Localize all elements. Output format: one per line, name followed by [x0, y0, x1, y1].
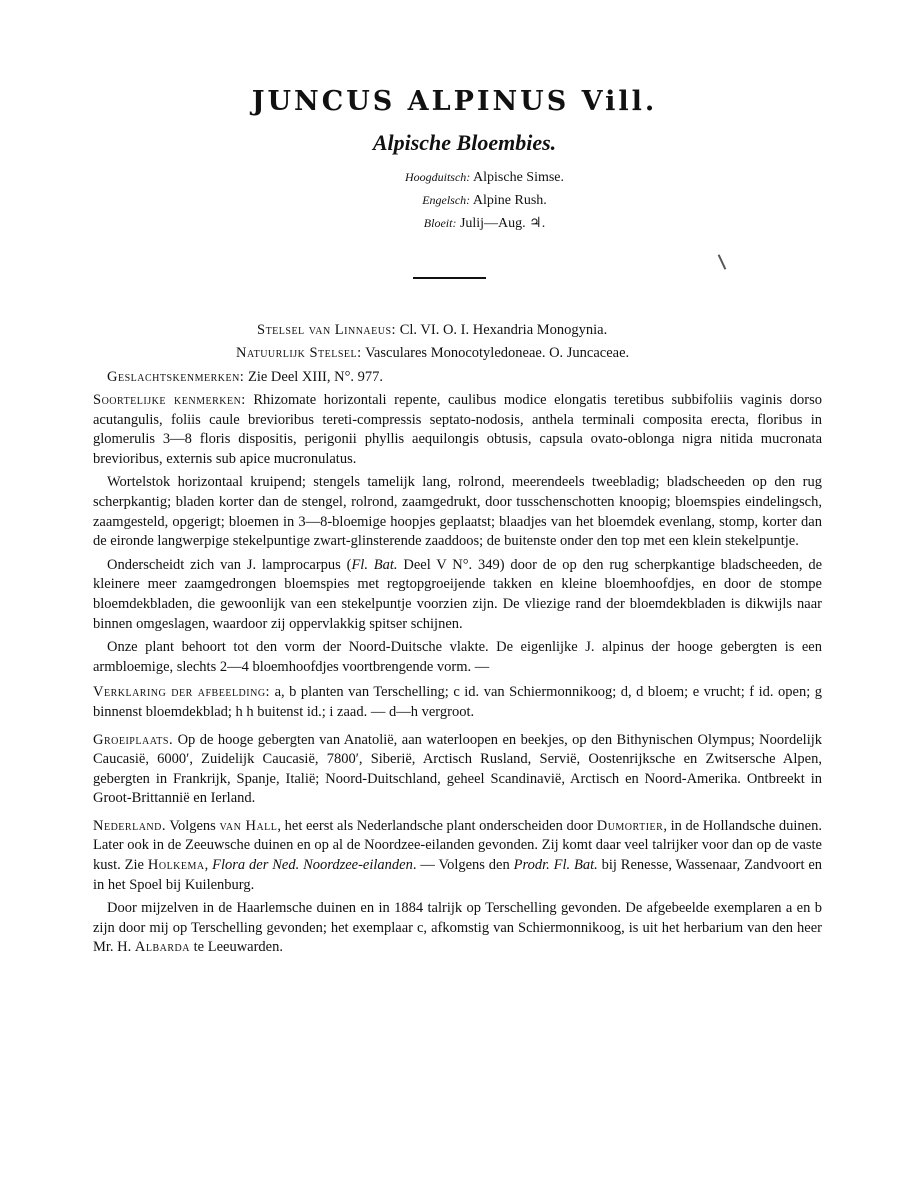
author-name: Albarda [134, 939, 190, 956]
natural-label: Natuurlijk Stelsel: [236, 345, 362, 361]
finding-paragraph [93, 899, 822, 958]
finding-text: te Leeuwarden. [193, 939, 283, 956]
linnaeus-value: Cl. VI. O. I. Hexandria Monogynia. [399, 322, 608, 338]
species-latin [93, 391, 822, 469]
page-title: JUNCUS ALPINUS Vill. [251, 86, 658, 117]
netherlands-text: bij Renesse, Wassenaar, Zandvoort en in het Spoel bij Kuilenburg. [93, 857, 823, 893]
figure-label: Verklaring der afbeelding: [93, 684, 271, 701]
difference-paragraph [93, 556, 822, 634]
habitat-text: Op de hooge gebergten van Anatolië, aan waterloopen en beekjes, op den Bithynischen Olympus; Noordelijk Caucasië, 6000′, Zuidelijk Caucasië, 7800′, Siberië, Arctisch Rusland, Servië, Oostenrijksche en Zwitsersche Alpen, gebergten in Frankrijk, Spanje, Italië; Noord-Duitschland, geheel Scandinavië, Arctisch en Noord-Amerika. Ontbreekt in Groot-Brittannië en Ierland. [93, 731, 822, 807]
habitat-paragraph [93, 731, 822, 809]
name-label: Engelsch: [422, 193, 471, 207]
author-name: Holkema [147, 857, 205, 874]
difference-text: Onderscheidt zich van J. lamprocarpus ( [107, 556, 352, 573]
species-latin-text: Rhizomate horizontali repente, caulibus modice elongatis teretibus subbifoliis vaginis dorso acutangulis, foliis caule brevioribus tereti-compressis septato-nodosis, anthela terminali composita erecta, floribus in glomerulis 3—8 floris dispositis, perigonii phyllis aequilongis obtusis, capsula ovato-oblonga nigra nitida mucronata brevioribus, externis sub apice mucronulatus. [93, 392, 822, 467]
form-paragraph: Onze plant behoort tot den vorm der Noord-Duitsche vlakte. De eigenlijke J. alpinus der hooge gebergten is een armbloemige, slechts 2—4 bloemhoofdjes voortbrengende vorm. — [93, 639, 822, 675]
vernacular-names [0, 166, 909, 235]
linnaeus-label: Stelsel van Linnaeus: [257, 322, 397, 338]
genus-label: Geslachtskenmerken: [107, 369, 245, 385]
species-dutch: Wortelstok horizontaal kruipend; stengels tamelijk lang, rolrond, meerendeels tweebladig; bladscheeden op den rug scherpkantig; bladen korter dan de stengel, rolrond, zaamgedrukt, door tusschenschotten knoopig; bloemspies eindelingsch, zaamgesteld, opgerigt; bloemen in 3—8-bloemige hoopjes geplaatst; blaadjes van het bloemdek evenlang, stomp, korter dan de eironde langwerpige stekelpuntige zwart-glinsterende zaaddoos; de buitenste onder den top met een klein stekelpuntje. [93, 474, 822, 550]
habitat-label: Groeiplaats. [93, 731, 174, 748]
author-name: van Hall [219, 817, 278, 834]
natural-value: Vasculares Monocotyledoneae. O. Juncaceae. [365, 345, 630, 361]
species-label: Soortelijke kenmerken: [93, 392, 246, 408]
netherlands-label: Nederland. [93, 817, 166, 834]
reference: Flora der Ned. Noordzee-eilanden [212, 857, 413, 874]
flowering-period [60, 212, 909, 235]
difference-text: Deel V N°. 349) door de op den rug scherpkantige bladscheeden, de kleinere meer zaamgedrongen bloemspies met regtopgroeijende takken en kleine bloemhoofdjes, en door de stompe bloemdekbladen, die gewoonlijk van een stekelpuntje voorzien zijn. De vliezige rand der bloemdekbladen is dikwijls naar binnen omgeslagen, waardoor zij oppervlakkig spitser schijnen. [93, 556, 822, 632]
section-divider [413, 277, 486, 279]
genus-value: Zie Deel XIII, N°. 977. [247, 369, 384, 385]
natural-system [0, 345, 909, 362]
name-value: Alpine Rush. [472, 193, 547, 208]
linnaeus-system [0, 322, 909, 339]
name-german [60, 166, 909, 189]
page-subtitle: Alpische Bloembies. [372, 130, 557, 155]
name-value: Alpische Simse. [473, 170, 565, 185]
reference: Fl. Bat. [351, 556, 398, 573]
main-text [93, 391, 822, 962]
finding-text: Door mijzelven in de Haarlemsche duinen en in 1884 talrijk op Terschelling gevonden. De afgebeelde exemplaren a en b zijn door mij op Terschelling gevonden; het exemplaar c, afkomstig van Schiermonnikoog, is uit het herbarium van den heer Mr. H. [93, 900, 822, 956]
name-label: Bloeit: [423, 216, 457, 230]
netherlands-text: Volgens [169, 817, 216, 834]
netherlands-text: , het eerst als Nederlandsche plant onderscheiden door [277, 817, 594, 834]
netherlands-text: , in de Hollandsche duinen. Later ook in de Zeeuwsche duinen en op al de Noordzee-eilanden gevonden. Zij komt daar veel talrijker voor dan op de vaste kust. Zie [93, 817, 822, 874]
name-value: Julij—Aug. ♃. [459, 216, 546, 231]
netherlands-paragraph: Nederland. Volgens van Hall, het eerst als Nederlandsche plant onderscheiden door Dumortier, in de Hollandsche duinen. Later ook in de Zeeuwsche duinen en op al de Noordzee-eilanden gevonden. Zij komt daar veel talrijker voor dan op de vaste kust. Zie Holkema, Flora der Ned. Noordzee-eilanden. — Volgens den Prodr. Fl. Bat. bij Renesse, Wassenaar, Zandvoort en in het Spoel bij Kuilenburg. [93, 817, 823, 893]
name-label: Hoogduitsch: [404, 170, 471, 184]
author-name: Dumortier [596, 817, 664, 834]
netherlands-text: . — Volgens den [412, 857, 510, 874]
reference: Prodr. Fl. Bat. [513, 857, 598, 874]
stray-mark [718, 254, 727, 269]
figure-explanation [93, 683, 822, 722]
genus-characters [0, 369, 909, 386]
name-english [60, 189, 909, 212]
figure-text: a, b planten van Terschelling; c id. van Schiermonnikoog; d, d bloem; e vrucht; f id. open; g binnenst bloemdekblad; h h buitenst id.; i zaad. — d—h vergroot. [93, 684, 823, 720]
